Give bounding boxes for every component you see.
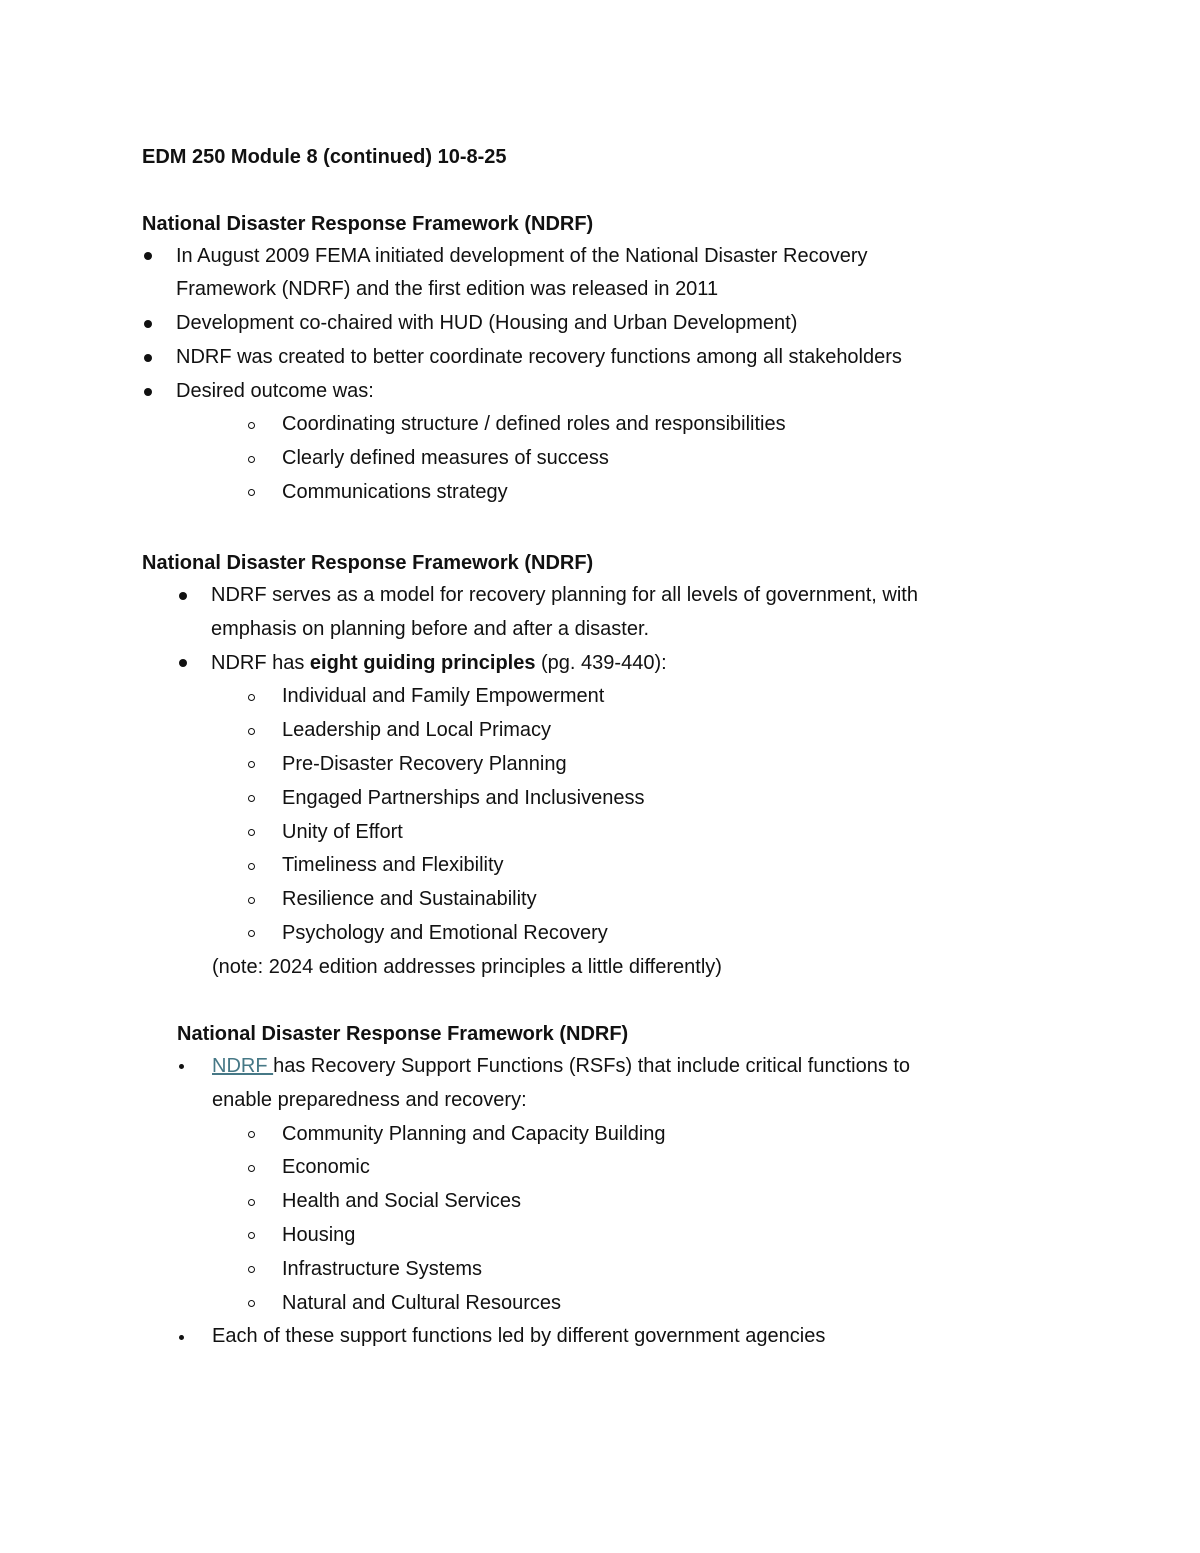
list-item: Desired outcome was: <box>142 375 902 409</box>
list-item-continuation: enable preparedness and recovery: <box>212 1088 527 1111</box>
sub-list-item: Communications strategy <box>142 476 902 510</box>
ring-bullet-icon <box>248 1266 255 1273</box>
list-item-continuation: emphasis on planning before and after a disaster. <box>211 617 650 640</box>
sub-list-item: Housing <box>177 1219 910 1253</box>
list-item: NDRF serves as a model for recovery planning for all levels of government, with <box>142 579 918 613</box>
bullet-icon <box>179 1335 184 1340</box>
sub-list-item: Natural and Cultural Resources <box>177 1287 910 1321</box>
section-ndrf-overview <box>142 210 902 510</box>
sub-list-item: Economic <box>177 1151 910 1185</box>
list-item: In August 2009 FEMA initiated development of the National Disaster Recovery <box>142 240 902 274</box>
sub-list-item: Resilience and Sustainability <box>142 883 918 917</box>
list-item: Each of these support functions led by different government agencies <box>177 1320 910 1354</box>
ring-bullet-icon <box>248 1199 255 1206</box>
section-heading: National Disaster Response Framework (NDRF) <box>142 552 594 574</box>
bullet-icon <box>144 388 152 396</box>
section-heading: National Disaster Response Framework (NDRF) <box>142 213 594 235</box>
ring-bullet-icon <box>248 897 255 904</box>
document-title: EDM 250 Module 8 (continued) 10-8-25 <box>142 146 507 168</box>
ring-bullet-icon <box>248 1300 255 1307</box>
sub-list-item: Clearly defined measures of success <box>142 442 902 476</box>
ring-bullet-icon <box>248 1131 255 1138</box>
bullet-icon <box>179 592 187 600</box>
sub-list-item: Unity of Effort <box>142 816 918 850</box>
ring-bullet-icon <box>248 422 255 429</box>
sub-list-item: Pre-Disaster Recovery Planning <box>142 748 918 782</box>
section-heading: National Disaster Response Framework (NDRF) <box>177 1023 629 1045</box>
sub-list-item: Community Planning and Capacity Building <box>177 1118 910 1152</box>
sub-list-item: Infrastructure Systems <box>177 1253 910 1287</box>
bullet-icon <box>144 320 152 328</box>
sub-list-item: Engaged Partnerships and Inclusiveness <box>142 782 918 816</box>
list-item: NDRF has eight guiding principles (pg. 439-440): <box>142 647 918 681</box>
sub-list-item: Leadership and Local Primacy <box>142 714 918 748</box>
ring-bullet-icon <box>248 1232 255 1239</box>
sub-list-item: Timeliness and Flexibility <box>142 849 918 883</box>
list-item: NDRF was created to better coordinate recovery functions among all stakeholders <box>142 341 902 375</box>
ring-bullet-icon <box>248 829 255 836</box>
sub-list-item: Individual and Family Empowerment <box>142 680 918 714</box>
sub-list-item: Coordinating structure / defined roles and responsibilities <box>142 408 902 442</box>
bullet-icon <box>144 252 152 260</box>
sub-list-item: Psychology and Emotional Recovery <box>142 917 918 951</box>
emphasis-text: eight guiding principles <box>309 651 536 674</box>
ndrf-link[interactable]: NDRF <box>212 1055 274 1077</box>
ring-bullet-icon <box>248 456 255 463</box>
section-ndrf-principles <box>142 549 918 985</box>
ring-bullet-icon <box>248 694 255 701</box>
bullet-icon <box>144 354 152 362</box>
ring-bullet-icon <box>248 863 255 870</box>
ring-bullet-icon <box>248 728 255 735</box>
sub-list-item: Health and Social Services <box>177 1185 910 1219</box>
ring-bullet-icon <box>248 930 255 937</box>
bullet-icon <box>179 1064 184 1069</box>
note-text: (note: 2024 edition addresses principles a little differently) <box>212 955 722 978</box>
list-item: Development co-chaired with HUD (Housing and Urban Development) <box>142 307 902 341</box>
list-item-continuation: Framework (NDRF) and the first edition was released in 2011 <box>176 278 719 301</box>
ring-bullet-icon <box>248 761 255 768</box>
ring-bullet-icon <box>248 489 255 496</box>
ring-bullet-icon <box>248 1165 255 1172</box>
ring-bullet-icon <box>248 795 255 802</box>
section-ndrf-support-functions <box>177 1020 910 1354</box>
list-item: NDRF has Recovery Support Functions (RSFs) that include critical functions to <box>177 1050 910 1084</box>
bullet-icon <box>179 659 187 667</box>
